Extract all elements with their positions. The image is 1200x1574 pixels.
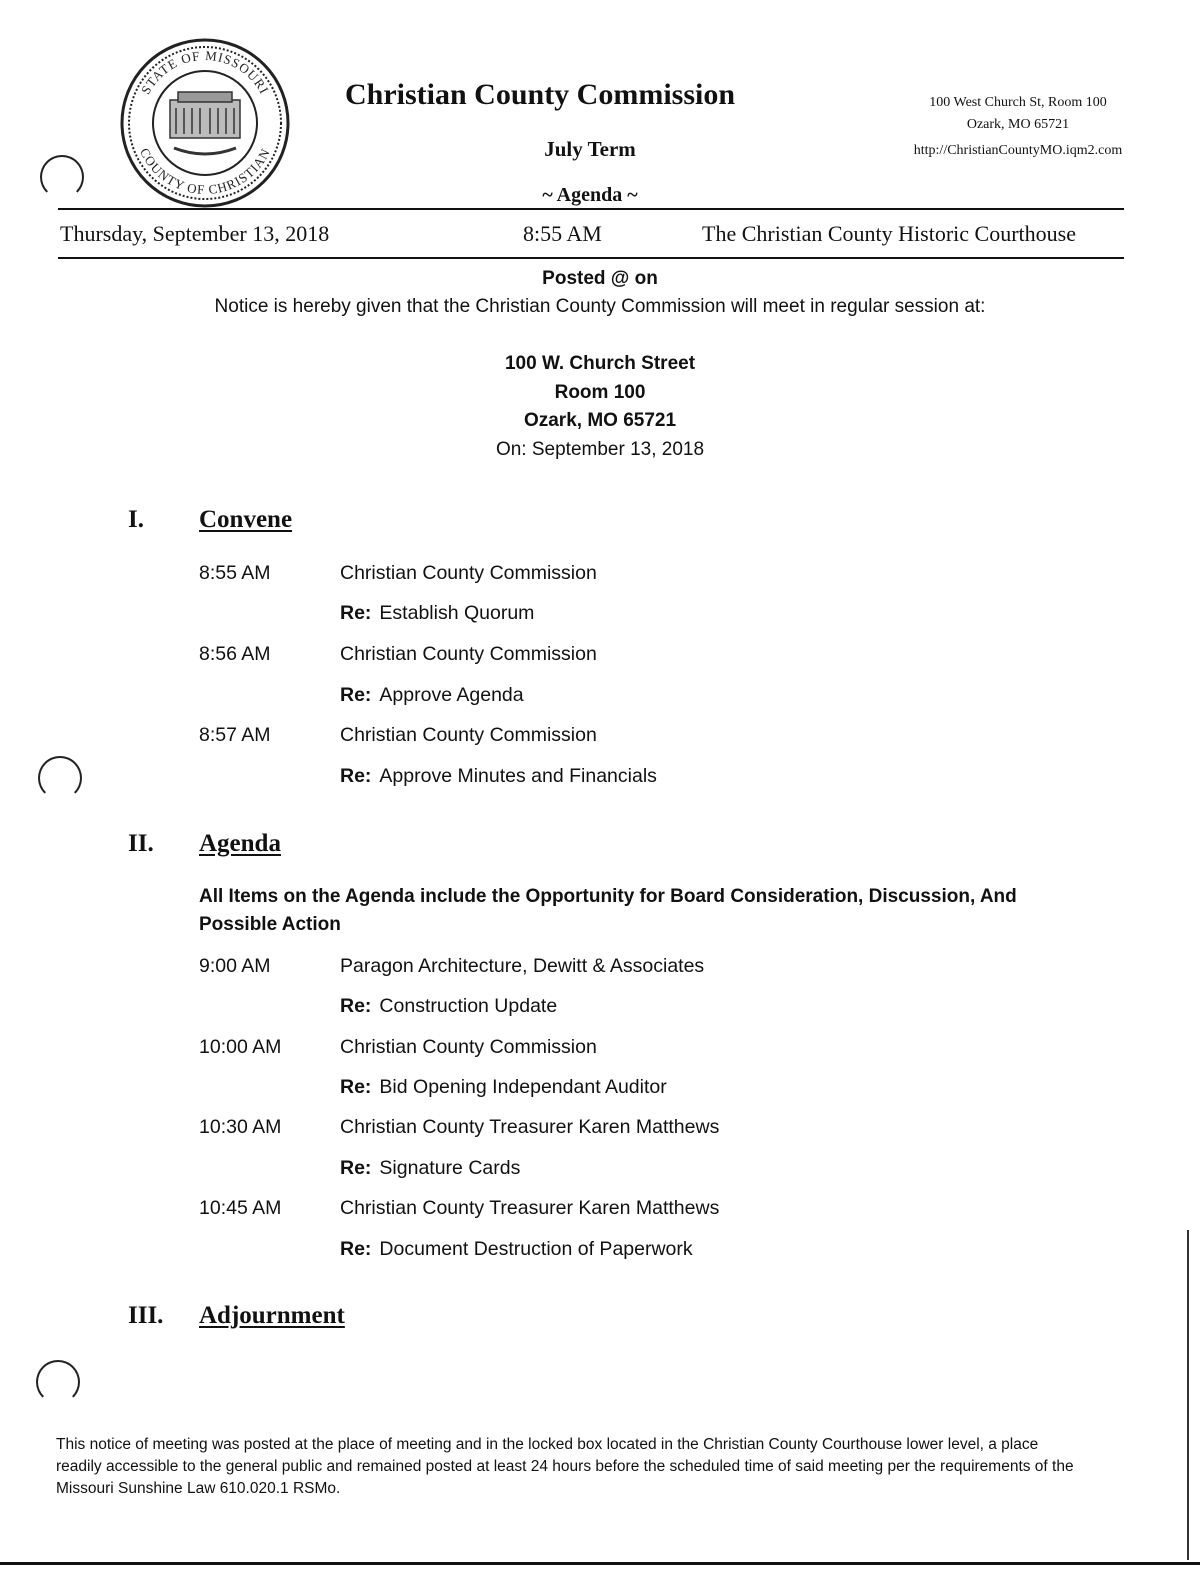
agenda-heading: ~ Agenda ~: [542, 184, 638, 206]
item-presenter: Paragon Architecture, Dewitt & Associates: [340, 955, 705, 977]
re-label: Re:: [340, 684, 372, 706]
page-edge-line: [1187, 1230, 1189, 1560]
seal-ring-top: STATE OF MISSOURI: [137, 47, 273, 97]
item-presenter: Christian County Commission: [340, 1036, 597, 1058]
item-time: 10:30 AM: [199, 1116, 282, 1138]
punch-hole-mark: [36, 1360, 80, 1404]
item-subject-text: Bid Opening Independant Auditor: [379, 1076, 667, 1098]
item-subject-text: Approve Agenda: [379, 684, 524, 706]
term-label: July Term: [544, 137, 636, 161]
item-subject: [340, 684, 524, 707]
address-line-1: 100 West Church St, Room 100: [929, 95, 1107, 110]
location-city: Ozark, MO 65721: [523, 410, 677, 431]
re-label: Re:: [340, 995, 372, 1017]
agenda-note: All Items on the Agenda include the Opportunity for Board Consideration, Discussion, And Possible Action: [199, 886, 1017, 935]
section-numeral: I.: [128, 506, 144, 533]
punch-hole-mark: [38, 756, 82, 800]
meeting-on-date: On: September 13, 2018: [495, 439, 705, 460]
item-subject: [340, 1238, 693, 1261]
re-label: Re:: [340, 1238, 372, 1260]
item-presenter: Christian County Treasurer Karen Matthews: [340, 1197, 720, 1219]
meeting-date: Thursday, September 13, 2018: [60, 221, 330, 246]
item-subject-text: Establish Quorum: [379, 602, 535, 624]
website-link[interactable]: http://ChristianCountyMO.iqm2.com: [913, 143, 1123, 158]
item-presenter: Christian County Commission: [340, 643, 597, 665]
item-subject: [340, 1157, 520, 1180]
notice-text: Notice is hereby given that the Christian County Commission will meet in regular session at:: [214, 296, 986, 317]
county-seal: [112, 38, 298, 208]
item-time: 10:45 AM: [199, 1197, 282, 1219]
item-presenter: Christian County Commission: [340, 562, 597, 584]
item-time: 8:55 AM: [199, 562, 271, 584]
meeting-time: 8:55 AM: [523, 221, 602, 246]
section-title-convene: Convene: [199, 506, 293, 533]
item-subject-text: Signature Cards: [379, 1157, 521, 1179]
meeting-place: The Christian County Historic Courthouse: [702, 221, 1076, 246]
item-subject-text: Construction Update: [379, 995, 558, 1017]
re-label: Re:: [340, 602, 372, 624]
section-numeral: III.: [128, 1302, 164, 1329]
item-subject-text: Document Destruction of Paperwork: [379, 1238, 693, 1260]
courthouse-icon: [170, 92, 240, 154]
item-subject: [340, 995, 557, 1018]
re-label: Re:: [340, 1157, 372, 1179]
item-time: 10:00 AM: [199, 1036, 282, 1058]
punch-hole-mark: [40, 155, 84, 199]
item-presenter: Christian County Treasurer Karen Matthews: [340, 1116, 720, 1138]
location-room: Room 100: [554, 382, 646, 403]
item-presenter: Christian County Commission: [340, 724, 597, 746]
section-title-adjournment: Adjournment: [199, 1302, 345, 1329]
posting-notice-footer: This notice of meeting was posted at the place of meeting and in the locked box located in the Christian County Courthouse lower level, a place readily accessible to the general public and remained posted at least 24 hours before the scheduled time of said meeting per the requirements of the Missouri Sunshine Law 610.020.1 RSMo.: [56, 1436, 1074, 1497]
re-label: Re:: [340, 1076, 372, 1098]
section-title-agenda: Agenda: [199, 830, 281, 857]
item-time: 8:56 AM: [199, 643, 271, 665]
section-numeral: II.: [128, 830, 154, 857]
document-title: Christian County Commission: [344, 78, 736, 111]
item-subject: [340, 602, 534, 625]
item-subject-text: Approve Minutes and Financials: [379, 765, 657, 787]
location-street: 100 W. Church Street: [504, 353, 696, 374]
posted-line: Posted @ on: [542, 268, 658, 289]
item-time: 8:57 AM: [199, 724, 271, 746]
item-subject: [340, 765, 657, 788]
header-rule-bottom: [58, 257, 1124, 259]
page-bottom-edge: [0, 1562, 1200, 1565]
item-time: 9:00 AM: [199, 955, 271, 977]
item-subject: [340, 1076, 667, 1099]
seal-ring-bottom: COUNTY OF CHRISTIAN: [136, 145, 274, 198]
header-rule-top: [58, 208, 1124, 210]
address-line-2: Ozark, MO 65721: [966, 117, 1070, 132]
re-label: Re:: [340, 765, 372, 787]
